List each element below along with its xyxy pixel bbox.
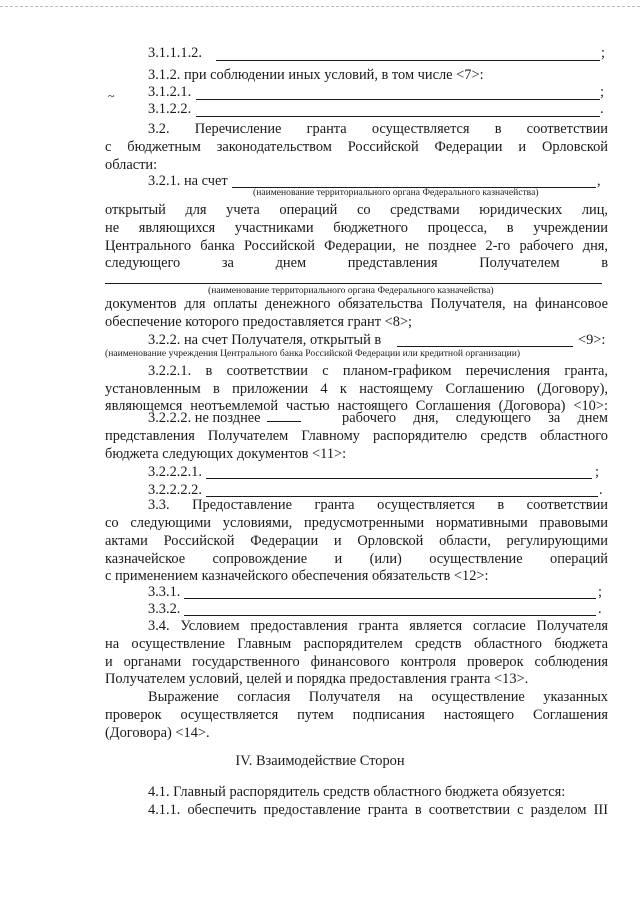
body-line: следующего за днем представления Получателем в (105, 255, 608, 271)
line-end: ; (598, 584, 602, 600)
clause-4-1-1: 4.1.1. обеспечить предоставление гранта в соответствии с разделом III (148, 802, 608, 818)
body-line: (Договора) <14>. (105, 725, 210, 741)
body-line: Центрального банка Российской Федерации, не позднее 2-го рабочего дня, (105, 238, 608, 254)
clause-3-2-2: 3.2.2. на счет Получателя, открытый в (148, 332, 382, 348)
body-line: установленным в приложении 4 к настоящему Соглашению (Договору), (105, 381, 608, 397)
field-caption: (наименование учреждения Центрального банка Российской Федерации или кредитной организации) (105, 348, 521, 359)
body-line: с применением казначейского обеспечения обязательств <12>: (105, 568, 489, 584)
line-end: , (597, 173, 601, 189)
clause-3-2-2-2 (148, 409, 307, 427)
body-line: и органами государственного финансового контроля проверок соблюдения (105, 654, 608, 670)
clause-3-3-1: 3.3.1. (148, 584, 181, 600)
clause-3-2-2-1: 3.2.2.1. в соответствии с планом-графиком перечисления гранта, (148, 363, 608, 379)
clause-3-1-2: 3.1.2. при соблюдении иных условий, в том числе <7>: (148, 67, 484, 83)
clause-3-1-2-2: 3.1.2.2. (148, 101, 192, 117)
body-line: Получателем условий, целей и порядка предоставления гранта <13>. (105, 671, 529, 687)
clause-3-2-1: 3.2.1. на счет (148, 173, 228, 189)
fill-line (184, 615, 596, 616)
line-end: ; (595, 464, 599, 480)
fill-line (206, 478, 592, 479)
body-line: со следующими условиями, предусмотренными нормативными правовыми (105, 515, 608, 531)
line-end: . (599, 482, 603, 498)
line-end: <9>: (578, 332, 606, 348)
clause-3-1-2-1: 3.1.2.1. (148, 84, 192, 100)
clause-4-1: 4.1. Главный распорядитель средств областного бюджета обязуется: (148, 784, 566, 800)
clause-3-2-2-2-1: 3.2.2.2.1. (148, 464, 202, 480)
body-line: актами Российской Федерации и Орловской области, регулирующими (105, 533, 608, 549)
clause-3-3-2: 3.3.2. (148, 601, 181, 617)
body-line: казначейское сопровождение и (или) осуществление операций (105, 551, 608, 567)
field-caption: (наименование территориального органа Федерального казначейства) (208, 285, 494, 296)
fill-line (196, 99, 600, 100)
body-line: документов для оплаты денежного обязательства Получателя, на финансовое (105, 296, 608, 312)
clause-3-4: 3.4. Условием предоставления гранта является согласие Получателя (148, 618, 608, 634)
line-end: ; (600, 84, 604, 100)
fill-line (216, 60, 600, 61)
paragraph-consent: Выражение согласия Получателя на осуществление указанных (148, 689, 608, 705)
field-caption: (наименование территориального органа Федерального казначейства) (253, 187, 539, 198)
clause-3-2-2-2-2: 3.2.2.2.2. (148, 482, 202, 498)
scan-edge (0, 6, 640, 7)
fill-line (105, 283, 602, 284)
body-line: являющемся неотъемлемой частью настоящего Соглашения (Договора) <10>: (105, 398, 608, 414)
body-line: не являющихся участниками бюджетного процесса, в учреждении (105, 220, 608, 236)
fill-line (184, 598, 596, 599)
body-line: представления Получателем Главному распорядителю средств областного (105, 428, 608, 444)
body-line: бюджета следующих документов <11>: (105, 446, 347, 462)
clause-3-2-2-2-part1: 3.2.2.2. не позднее (148, 410, 261, 426)
body-line: области: (105, 157, 158, 173)
line-end: . (598, 601, 602, 617)
section-heading: IV. Взаимодействие Сторон (235, 753, 405, 769)
line-end: ; (601, 45, 605, 61)
scan-mark: ~ (108, 89, 115, 103)
clause-3-3: 3.3. Предоставление гранта осуществляется в соответствии (148, 497, 608, 513)
fill-line (196, 116, 600, 117)
fill-line (397, 346, 573, 347)
body-line: открытый для учета операций со средствами юридических лиц, (105, 202, 608, 218)
body-line: с бюджетным законодательством Российской Федерации и Орловской (105, 139, 608, 155)
clause-3-1-1-1-2: 3.1.1.1.2. (148, 45, 202, 61)
clause-3-2-2-2-part2: рабочего дня, следующего за днем (342, 410, 608, 426)
clause-3-2: 3.2. Перечисление гранта осуществляется в соответствии (148, 121, 608, 137)
body-line: обеспечение которого предоставляется грант <8>; (105, 314, 413, 330)
line-end: . (600, 101, 604, 117)
body-line: проверок осуществляется путем подписания настоящего Соглашения (105, 707, 608, 723)
fill-blank (267, 409, 301, 422)
body-line: на осуществление Главным распорядителем средств областного бюджета (105, 636, 608, 652)
